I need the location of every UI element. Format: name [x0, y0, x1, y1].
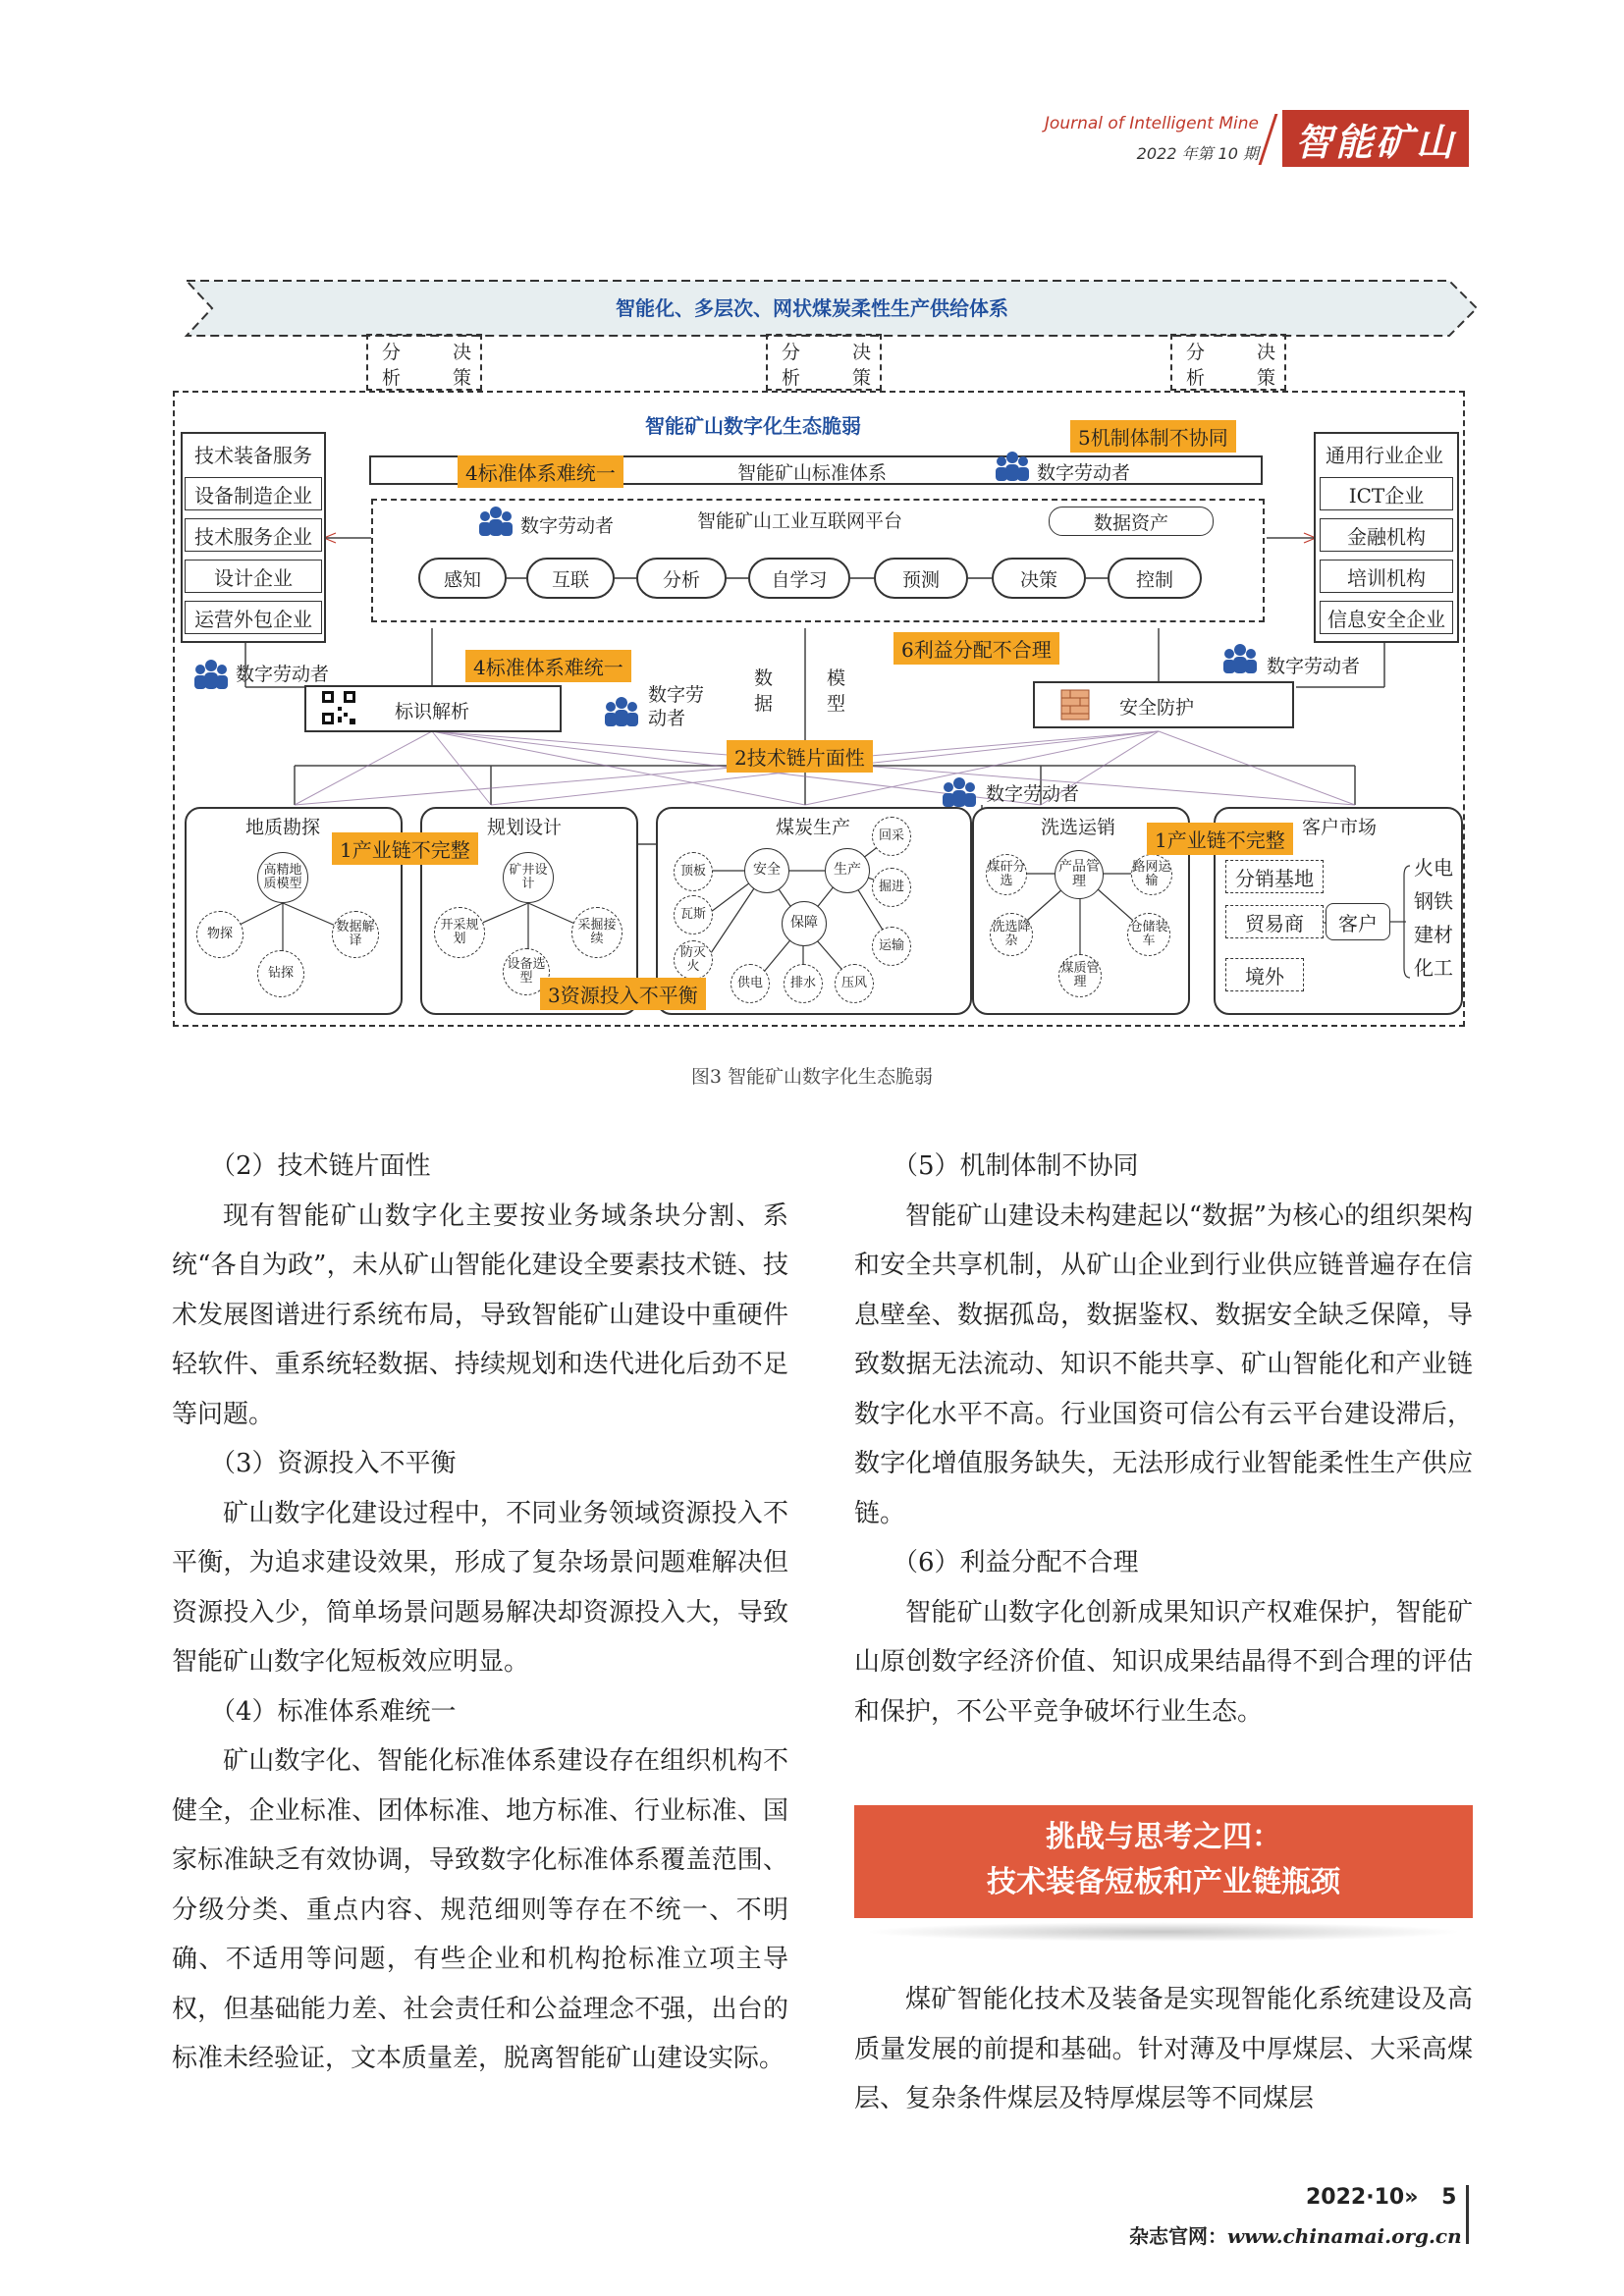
coal-node: 供电: [731, 964, 770, 1003]
left-panel-item: 技术服务企业: [185, 518, 322, 552]
banner-line: 挑战与思考之四：: [1046, 1820, 1281, 1854]
wash-node: 煤矸分选: [986, 854, 1027, 895]
geo-node: 数据解译: [332, 911, 379, 958]
section-heading: （2）技术链片面性: [210, 1151, 431, 1181]
paragraph: 现有智能矿山数字化主要按业务域条块分割、系统“各自为政”，未从矿山智能化建设全要素技术链、技术发展图谱进行系统布局，导致智能矿山建设中重硬件轻软件、重系统轻数据、持续规划和迭代进化后劲不足等问题。: [172, 1201, 788, 1429]
paragraph: 矿山数字化建设过程中，不同业务领域资源投入不平衡，为追求建设效果，形成了复杂场景问题难解决但资源投入少，简单场景问题易解决却资源投入大，导致智能矿山数字化短板效应明显。: [172, 1498, 788, 1677]
digital-worker-label: 数字劳动者: [1267, 656, 1361, 677]
market-industry: 建材: [1414, 923, 1453, 946]
data-label: 据: [754, 693, 774, 715]
pipeline-node: 感知: [418, 558, 507, 599]
coal-node: 顶板: [674, 852, 713, 891]
wash-node: 煤质管理: [1058, 954, 1102, 997]
right-column-continued: [854, 1975, 1473, 2124]
left-panel-item: 设备制造企业: [185, 477, 322, 510]
paragraph: 煤矿智能化技术及装备是实现智能化系统建设及高质量发展的前提和基础。针对薄及中厚煤层、大采高煤层、复杂条件煤层及特厚煤层等不同煤层: [854, 1985, 1473, 2113]
paragraph: 智能矿山建设未构建起以“数据”为核心的组织架构和安全共享机制，从矿山企业到行业供应链普遍存在信息壁垒、数据孤岛，数据鉴权、数据安全缺乏保障，导致数据无法流动、知识不能共享、矿山智能化和产业链数字化水平不高。行业国资可信公有云平台建设滞后，数字化增值服务缺失，无法形成行业智能柔性生产供应链。: [854, 1201, 1473, 1528]
domain-title: 煤炭生产: [776, 817, 851, 838]
model-label: 模: [827, 667, 846, 689]
market-industry: 化工: [1414, 956, 1453, 980]
section-heading: （6）利益分配不合理: [893, 1548, 1139, 1577]
identification-label: 标识解析: [395, 701, 470, 722]
coal-node: 掘进: [872, 868, 911, 907]
digital-worker-label: 数字劳动者: [648, 684, 705, 729]
pipeline-arrows: [0, 0, 1624, 687]
banner-line: 技术装备短板和产业链瓶颈: [987, 1865, 1340, 1899]
plan-node: 开采规划: [434, 907, 485, 958]
coal-node: 保障: [782, 901, 827, 946]
banner-shadow: [864, 1922, 1463, 1942]
analysis-decision-box-3: 分 析 决 策: [1170, 334, 1286, 391]
digital-worker-icon: [603, 695, 640, 728]
paragraph: 智能矿山数字化创新成果知识产权难保护，智能矿山原创数字经济价值、知识成果结晶得不到合理的评估和保护，不公平竞争破坏行业生态。: [854, 1597, 1473, 1727]
left-column: [172, 1142, 788, 2084]
pipeline-node: 控制: [1108, 558, 1202, 599]
issue-tag: 1产业链不完整: [332, 832, 478, 865]
market-customer: 客户: [1326, 903, 1390, 940]
domain-title: 规划设计: [487, 817, 563, 838]
wash-node: 路网运输: [1131, 854, 1172, 895]
ecosystem-title: 智能矿山数字化生态脆弱: [645, 414, 861, 438]
right-panel-title: 通用行业企业: [1326, 444, 1443, 467]
pipeline-node: 决策: [992, 558, 1086, 599]
digital-worker-label: 数字劳动者: [986, 783, 1080, 805]
pipeline-node: 自学习: [748, 558, 850, 599]
issue-tag: 6利益分配不合理: [893, 632, 1059, 665]
digital-worker-icon: [941, 775, 978, 809]
issue-tag: 3资源投入不平衡: [540, 978, 706, 1010]
right-panel-item: 信息安全企业: [1320, 601, 1453, 634]
issue-tag: 2技术链片面性: [727, 740, 873, 773]
coal-node: 防灭火: [674, 940, 713, 980]
domain-title: 洗选运销: [1041, 817, 1116, 838]
right-column: [854, 1142, 1473, 1736]
journal-logo: 智能矿山: [1282, 110, 1469, 167]
issue-tag: 5机制体制不协同: [1070, 420, 1236, 453]
paragraph: 矿山数字化、智能化标准体系建设存在组织机构不健全，企业标准、团体标准、地方标准、行业标准、国家标准缺乏有效协调，导致数字化标准体系覆盖范围、分级分类、重点内容、规范细则等存在不统一、不明确、不适用等问题，有些企业和机构抢标准立项主导权，但基础能力差、社会责任和公益理念不强，出台的标准未经验证，文本质量差，脱离智能矿山建设实际。: [172, 1746, 788, 2073]
right-panel-item: 培训机构: [1320, 560, 1453, 593]
security-label: 安全防护: [1119, 697, 1195, 719]
analysis-decision-box-1: 分 析 决 策: [366, 334, 482, 391]
qr-code-icon: [320, 689, 357, 726]
firewall-icon: [1060, 689, 1090, 721]
analysis-decision-box-2: 分 析 决 策: [766, 334, 882, 391]
coal-node: 瓦斯: [674, 895, 713, 934]
digital-worker-label: 数字劳动者: [520, 515, 615, 537]
market-trader: 贸易商: [1225, 905, 1324, 938]
pipeline-node: 分析: [636, 558, 727, 599]
digital-worker-label: 数字劳动者: [236, 664, 330, 685]
website-link[interactable]: www.chinamai.org.cn: [1227, 2224, 1462, 2248]
top-banner-label: 智能化、多层次、网状煤炭柔性生产供给体系: [616, 296, 1008, 320]
issue-tag: 1产业链不完整: [1147, 823, 1293, 855]
footer-divider: [1466, 2185, 1469, 2244]
coal-node: 压风: [835, 964, 874, 1003]
section-heading: （4）标准体系难统一: [210, 1696, 457, 1727]
domain-title: 客户市场: [1302, 817, 1378, 838]
wash-node: 产品管理: [1055, 850, 1104, 899]
market-industry: 火电: [1414, 856, 1453, 880]
market-industry: 钢铁: [1414, 889, 1453, 913]
footer-issue: 2022·10» 5: [1306, 2185, 1457, 2210]
data-assets: 数据资产: [1049, 507, 1214, 536]
wash-node: 仓储装车: [1127, 913, 1170, 956]
plan-center-node: 矿井设计: [503, 852, 554, 903]
left-panel-item: 设计企业: [185, 560, 322, 593]
geo-node: 钻探: [257, 950, 304, 997]
geo-node: 物探: [196, 911, 244, 958]
coal-node: 排水: [784, 964, 823, 1003]
right-panel-item: ICT企业: [1320, 477, 1453, 510]
platform-title: 智能矿山工业互联网平台: [697, 510, 903, 532]
model-label: 型: [827, 693, 846, 715]
pipeline-node: 预测: [874, 558, 968, 599]
coal-node: 生产: [825, 848, 870, 893]
plan-node: 采掘接续: [571, 907, 623, 958]
digital-worker-label: 数字劳动者: [1037, 462, 1131, 484]
domain-title: 地质勘探: [245, 817, 321, 838]
section-heading: （5）机制体制不协同: [893, 1151, 1139, 1181]
right-panel-item: 金融机构: [1320, 518, 1453, 552]
plan-node: 设备选型: [503, 948, 550, 995]
coal-node: 安全: [744, 848, 789, 893]
data-label: 数: [754, 667, 774, 689]
section-heading: （3）资源投入不平衡: [210, 1449, 457, 1478]
standards-bar-label: 智能矿山标准体系: [736, 462, 887, 484]
issue-label: 2022 年第 10 期: [1136, 144, 1259, 163]
left-panel-item: 运营外包企业: [185, 601, 322, 634]
coal-node: 运输: [872, 927, 911, 966]
section-banner: [854, 1805, 1473, 1918]
figure-caption: 图3 智能矿山数字化生态脆弱: [690, 1066, 934, 1088]
wash-node: 洗选降杂: [990, 913, 1033, 956]
pipeline-node: 互联: [526, 558, 615, 599]
market-overseas: 境外: [1225, 958, 1304, 991]
footer-website: 杂志官网：www.chinamai.org.cn: [1129, 2224, 1462, 2248]
geo-center-node: 高精地质模型: [257, 852, 308, 903]
page-number: 5: [1441, 2185, 1457, 2210]
coal-node: 回采: [872, 817, 911, 856]
issue-tag: 4标准体系难统一: [458, 455, 623, 488]
issue-tag: 4标准体系难统一: [465, 650, 631, 682]
journal-name-en: Journal of Intelligent Mine: [1044, 114, 1259, 133]
left-panel-title: 技术装备服务: [194, 444, 312, 467]
market-sales-base: 分销基地: [1225, 860, 1324, 893]
